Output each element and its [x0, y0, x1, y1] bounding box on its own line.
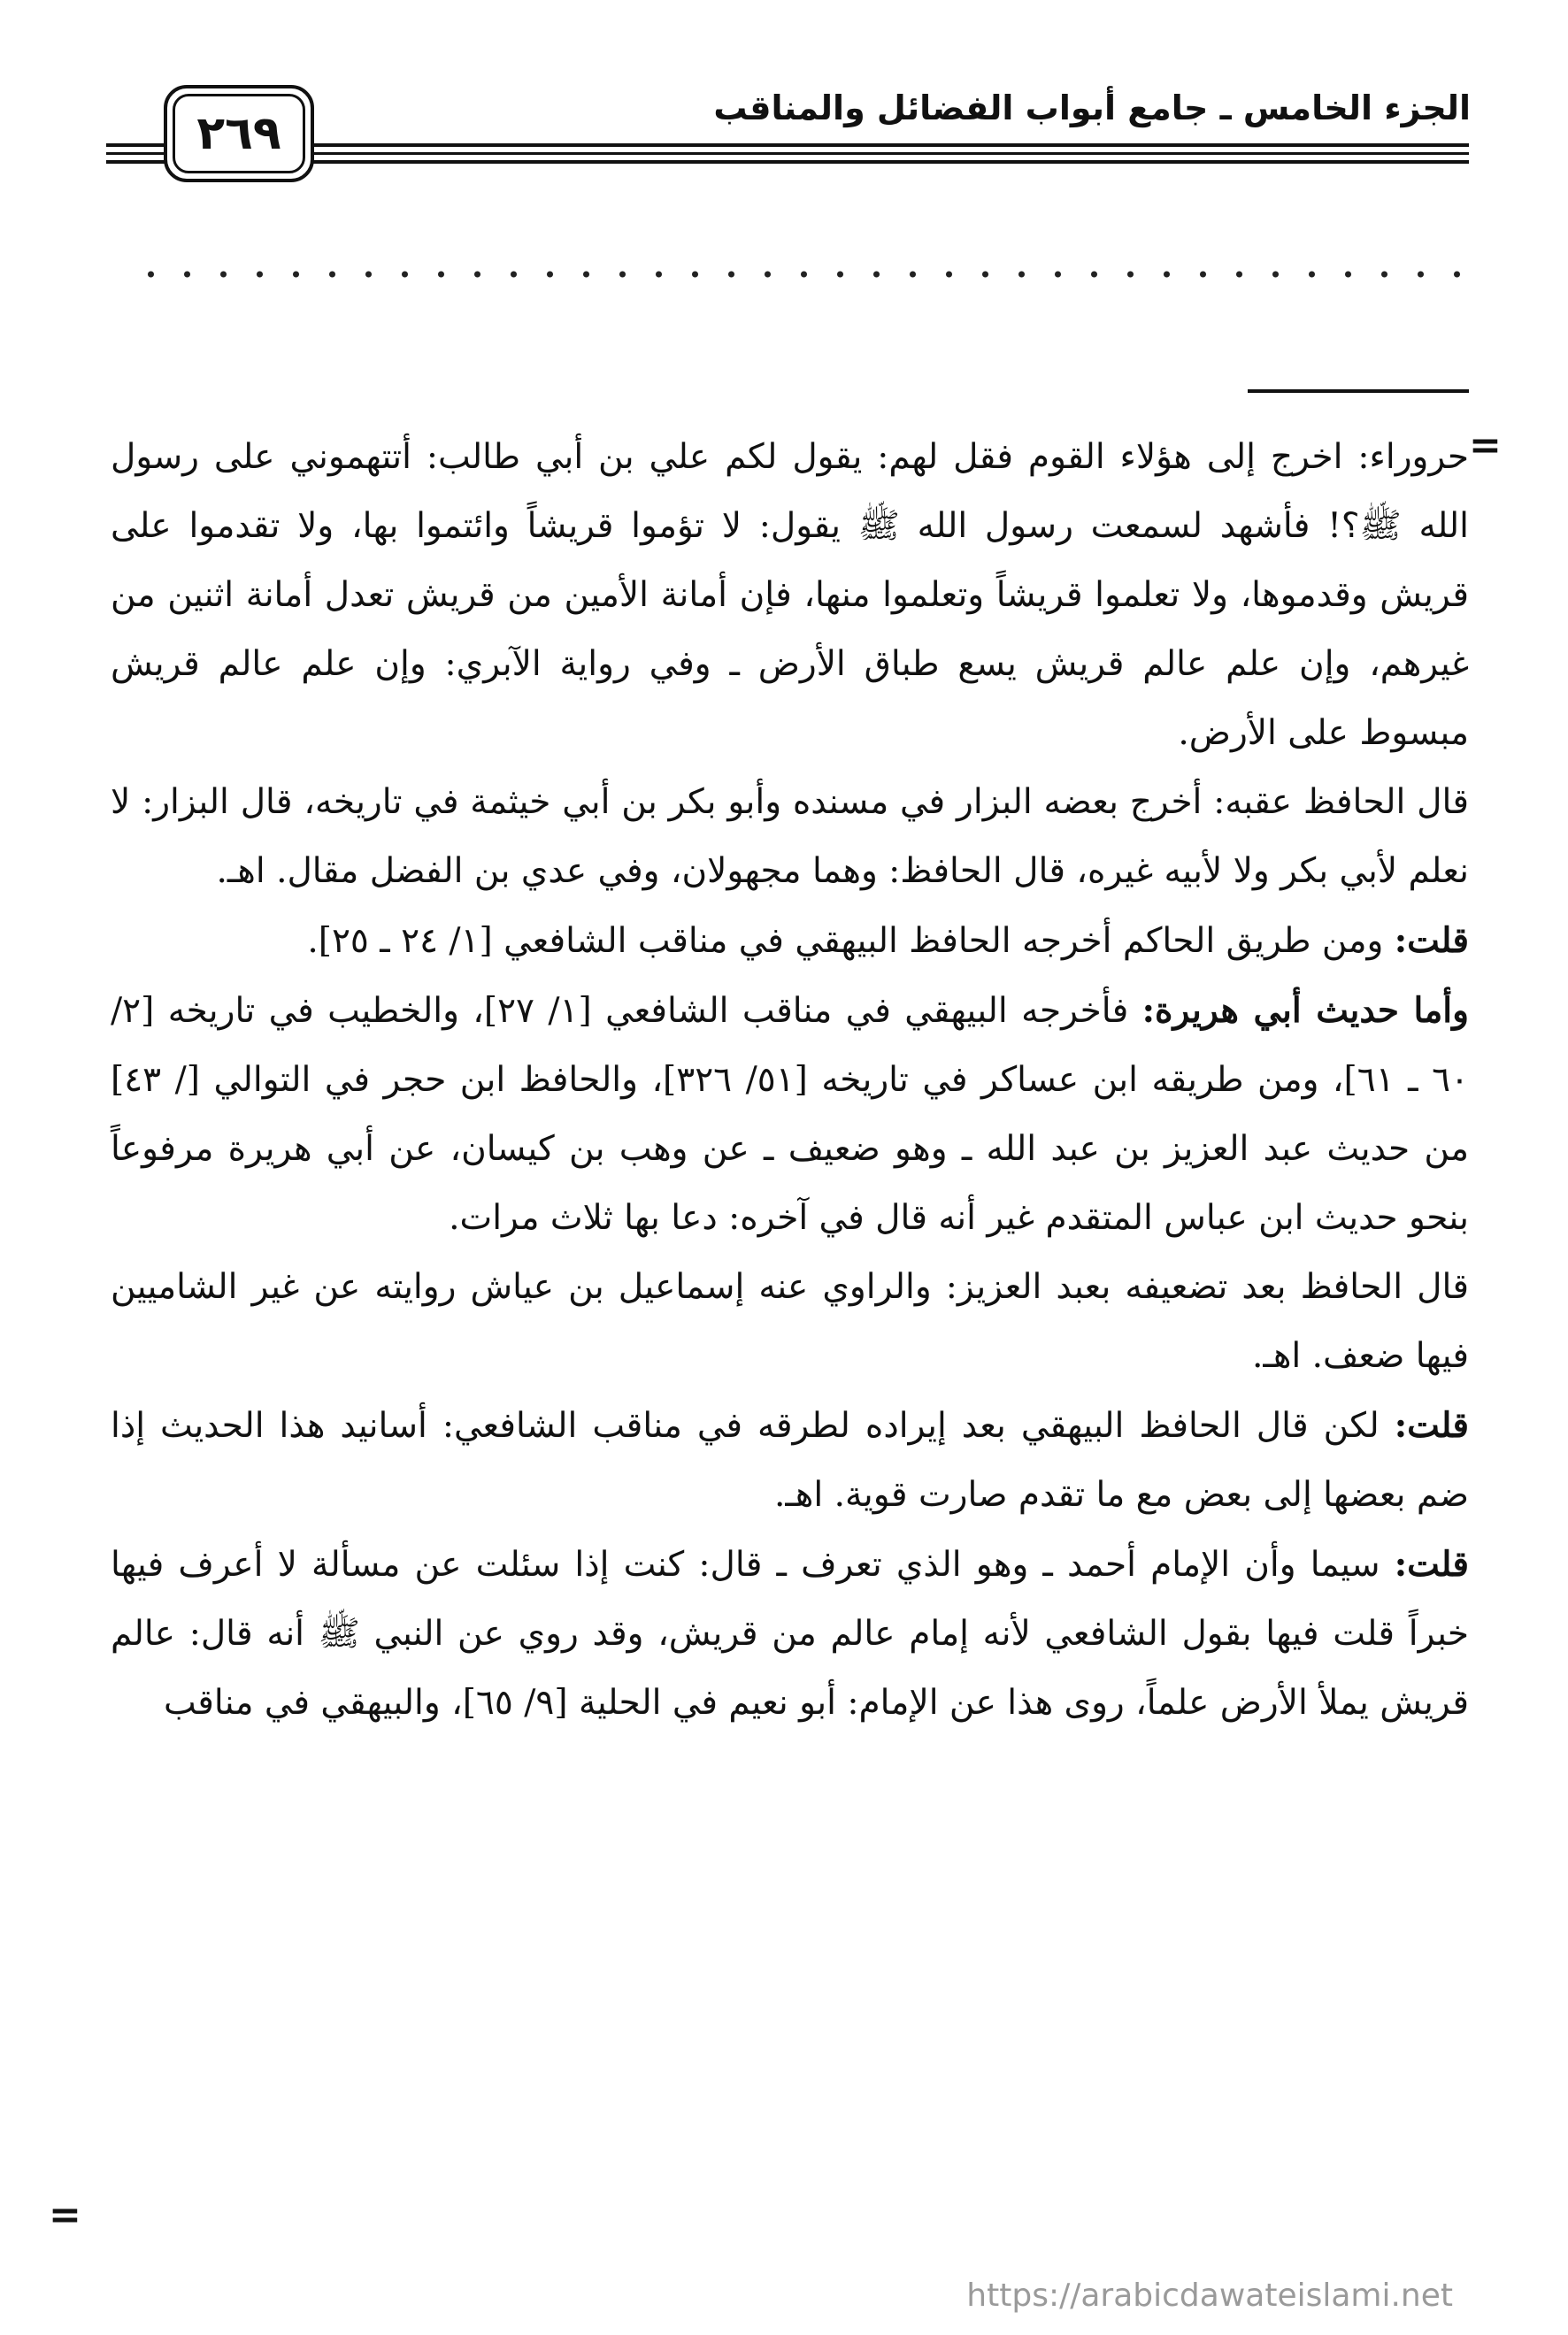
page-number: ٢٦٩: [173, 94, 305, 173]
dotted-separator: [133, 265, 1478, 283]
paragraph-text: سيما وأن الإمام أحمد ـ وهو الذي تعرف ـ قال: كنت إذا سئلت عن مسألة لا أعرف فيها خبراً قلت فيها بقول الشافعي لأنه إمام عالم من قريش، وقد روي عن النبي ﷺ أنه قال: عالم قريش يملأ الأرض علماً، روى هذا عن الإمام: أبو نعيم في الحلية [٩/ ٦٥]، والبيهقي في مناقب: [111, 1545, 1469, 1723]
paragraph-lead: قلت:: [1394, 1544, 1469, 1585]
continuation-mark-start: =: [1469, 423, 1502, 468]
paragraph-7: [111, 1530, 1469, 1738]
paragraph-text: قال الحافظ عقبه: أخرج بعضه البزار في مسنده وأبو بكر بن أبي خيثمة في تاريخه، قال البزار: لا نعلم لأبي بكر ولا لأبيه غيره، قال الحافظ: وهما مجهولان، وفي عدي بن الفضل مقال. اهـ.: [111, 782, 1469, 891]
paragraph-3: [111, 906, 1469, 976]
page-number-frame: [164, 85, 314, 182]
running-title: الجزء الخامس ـ جامع أبواب الفضائل والمناقب: [713, 88, 1471, 127]
footnote-divider: [1248, 389, 1469, 393]
paragraph-text: قال الحافظ بعد تضعيفه بعبد العزيز: والراوي عنه إسماعيل بن عياش روايته عن غير الشاميين فيها ضعف. اهـ.: [111, 1267, 1469, 1376]
paragraph-1: [111, 423, 1469, 768]
paragraph-2: [111, 768, 1469, 906]
continuation-mark-end: =: [49, 2193, 81, 2238]
paragraph-lead: قلت:: [1394, 920, 1469, 961]
paragraph-text: ومن طريق الحاكم أخرجه الحافظ البيهقي في مناقب الشافعي [١/ ٢٤ ـ ٢٥].: [307, 921, 1395, 961]
paragraph-text: لكن قال الحافظ البيهقي بعد إيراده لطرقه في مناقب الشافعي: أسانيد هذا الحديث إذا ضم بعضها إلى بعض مع ما تقدم صارت قوية. اهـ.: [111, 1406, 1469, 1515]
paragraph-5: [111, 1253, 1469, 1391]
paragraph-4: [111, 976, 1469, 1253]
paragraph-text: حروراء: اخرج إلى هؤلاء القوم فقل لهم: يقول لكم علي بن أبي طالب: أتتهموني على رسول الله ﷺ؟! فأشهد لسمعت رسول الله ﷺ يقول: لا تؤموا قريشاً وائتموا بها، ولا تقدموا على قريش وقدموها، ولا تعلموا قريشاً وتعلموا منها، فإن أمانة الأمين من قريش تعدل أمانة اثنين من غيرهم، وإن علم عالم قريش يسع طباق الأرض ـ وفي رواية الآبري: وإن علم عالم قريش مبسوط على الأرض.: [111, 437, 1469, 753]
paragraph-6: [111, 1391, 1469, 1530]
footnote-text: [111, 423, 1469, 1738]
paragraph-lead: قلت:: [1394, 1405, 1469, 1446]
paragraph-lead: وأما حديث أبي هريرة:: [1141, 990, 1469, 1031]
watermark-url: https://arabicdawateislami.net: [966, 2277, 1453, 2314]
paragraph-text: فأخرجه البيهقي في مناقب الشافعي [١/ ٢٧]، والخطيب في تاريخه [٢/ ٦٠ ـ ٦١]، ومن طريقه ابن عساكر في تاريخه [٥١/ ٣٢٦]، والحافظ ابن حجر في التوالي [/ ٤٣] من حديث عبد العزيز بن عبد الله ـ وهو ضعيف ـ عن وهب بن كيسان، عن أبي هريرة مرفوعاً بنحو حديث ابن عباس المتقدم غير أنه قال في آخره: دعا بها ثلاث مرات.: [111, 991, 1469, 1238]
